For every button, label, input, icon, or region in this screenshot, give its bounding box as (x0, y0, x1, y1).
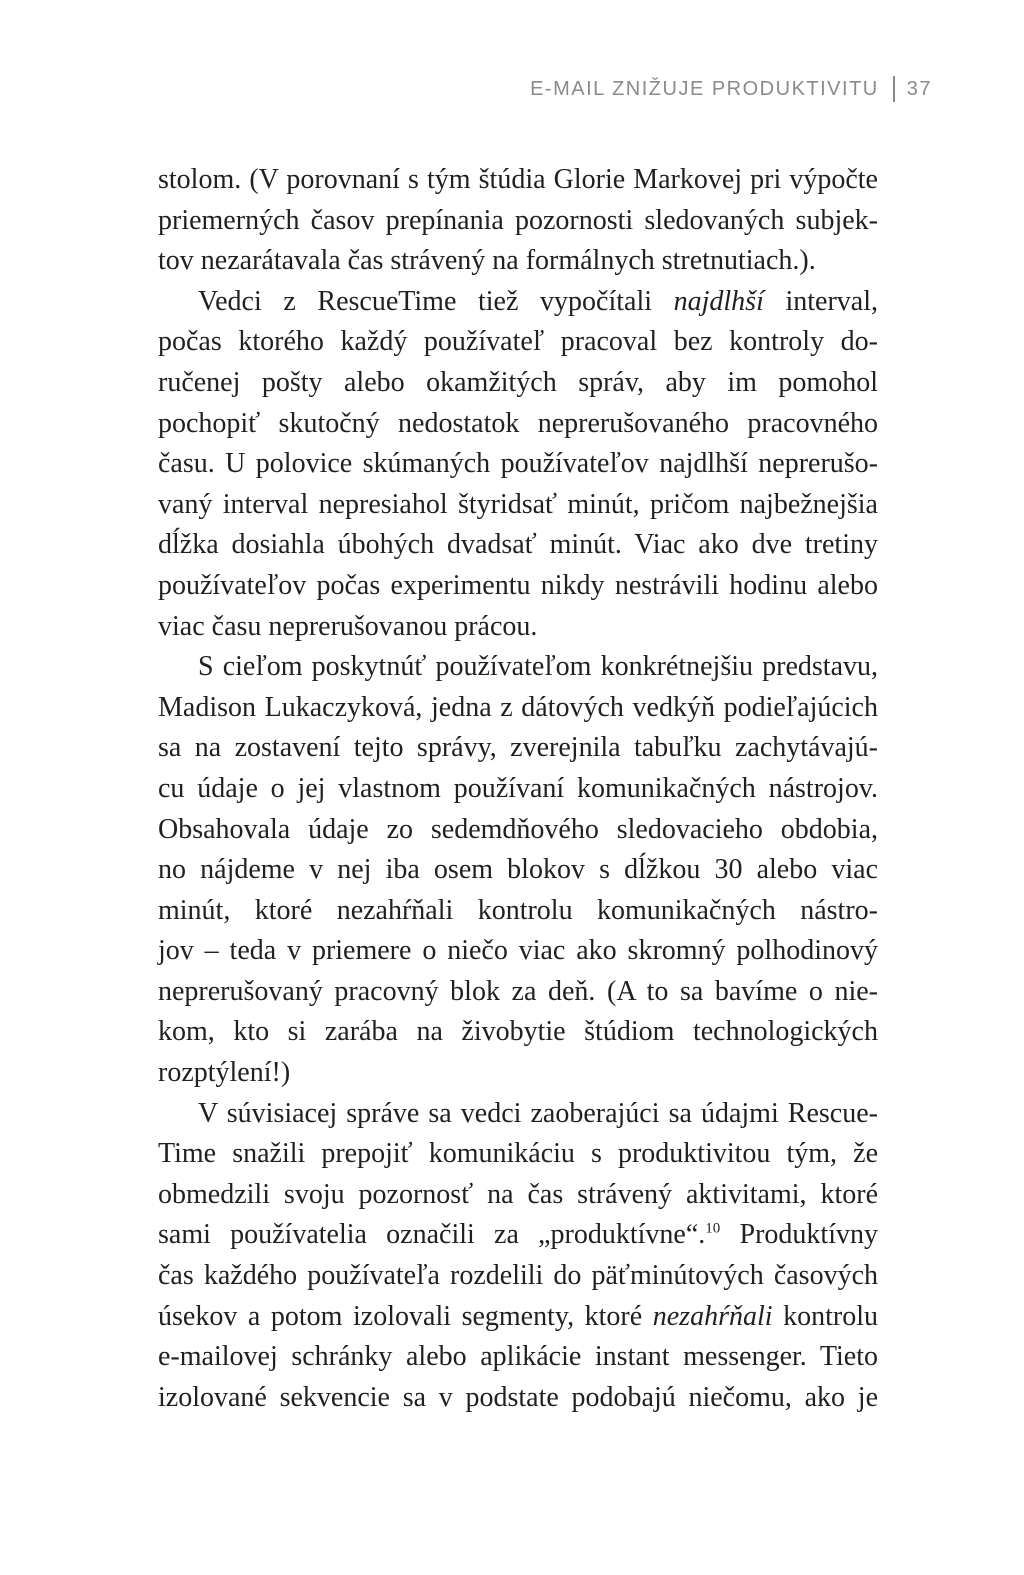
emphasis-text: nezahŕňali (652, 1300, 773, 1332)
text-line (158, 1215, 878, 1256)
emphasis-text: najdlhší (673, 285, 764, 317)
header-separator (893, 76, 895, 102)
text-line: času. U polovice skúmaných používateľov najdlhší neprerušo- (158, 448, 878, 480)
footnote-reference: 10 (705, 1221, 721, 1238)
text-line: vaný interval nepresiahol štyridsať minút, pričom najbežnejšia (158, 488, 878, 520)
body-text (158, 160, 878, 1418)
text-line: čas každého používateľa rozdelili do päťminútových časových (158, 1260, 878, 1292)
text-line: obmedzili svoju pozornosť na čas strávený aktivitami, ktoré (158, 1178, 878, 1210)
text-line: pochopiť skutočný nedostatok neprerušovaného pracovného (158, 407, 878, 439)
text-line: minút, ktoré nezahŕňali kontrolu komunikačných nástro- (158, 894, 878, 926)
text-line: kom, kto si zarába na živobytie štúdiom technologických (158, 1016, 878, 1048)
page-number: 37 (906, 77, 932, 100)
text-line: cu údaje o jej vlastnom používaní komunikačných nástrojov. (158, 772, 878, 804)
text-run: úsekov a potom izolovali segmenty, ktoré (158, 1300, 653, 1332)
text-line: dĺžka dosiahla úbohých dvadsať minút. Viac ako dve tretiny (158, 529, 878, 561)
text-line: S cieľom poskytnúť používateľom konkrétnejšiu predstavu, (198, 651, 878, 683)
paragraph-3 (158, 647, 878, 1094)
paragraph-4 (158, 1094, 878, 1419)
text-line: priemerných časov prepínania pozornosti sledovaných subjek- (158, 204, 878, 236)
text-line: V súvisiacej správe sa vedci zaoberajúci sa údajmi Rescue- (198, 1097, 878, 1129)
text-line: Time snažili prepojiť komunikáciu s produktivitou tým, že (158, 1138, 878, 1170)
text-line: počas ktorého každý používateľ pracoval bez kontroly do- (158, 326, 878, 358)
text-line (158, 1297, 878, 1338)
text-line (158, 282, 878, 323)
text-line: viac času neprerušovanou prácou. (158, 610, 538, 642)
running-header (530, 76, 932, 102)
text-run: kontrolu (772, 1300, 878, 1332)
text-line: stolom. (V porovnaní s tým štúdia Glorie Markovej pri výpočte (158, 164, 878, 195)
text-line: jov – teda v priemere o niečo viac ako skromný polhodinový (158, 935, 878, 967)
text-line: no nájdeme v nej iba osem blokov s dĺžkou 30 alebo viac (158, 854, 878, 886)
text-run: sami používatelia označili za „produktívne“. (158, 1219, 706, 1251)
text-line: tov nezarátavala čas strávený na formálnych stretnutiach.). (158, 245, 816, 277)
text-line: Madison Lukaczyková, jedna z dátových vedkýň podieľajúcich (158, 691, 878, 723)
text-line: používateľov počas experimentu nikdy nestrávili hodinu alebo (158, 569, 878, 601)
text-line: e-mailovej schránky alebo aplikácie instant messenger. Tieto (158, 1341, 878, 1373)
text-run: Produktívny (720, 1219, 878, 1251)
text-line: neprerušovaný pracovný blok za deň. (A to sa bavíme o nie- (158, 975, 878, 1007)
text-line: Obsahovala údaje zo sedemdňového sledovacieho obdobia, (158, 813, 878, 845)
text-run: Vedci z RescueTime tiež vypočítali (198, 285, 674, 317)
text-line: sa na zostavení tejto správy, zverejnila tabuľku zachytávajú- (158, 732, 878, 764)
text-run: interval, (763, 285, 878, 317)
text-line: rozptýlení!) (158, 1057, 291, 1089)
text-line: ručenej pošty alebo okamžitých správ, aby im pomohol (158, 366, 878, 398)
paragraph-2 (158, 282, 878, 647)
running-header-title: E-MAIL ZNIŽUJE PRODUKTIVITU (530, 77, 879, 100)
paragraph-1 (158, 160, 878, 282)
text-line: izolované sekvencie sa v podstate podobajú niečomu, ako je (158, 1381, 878, 1413)
